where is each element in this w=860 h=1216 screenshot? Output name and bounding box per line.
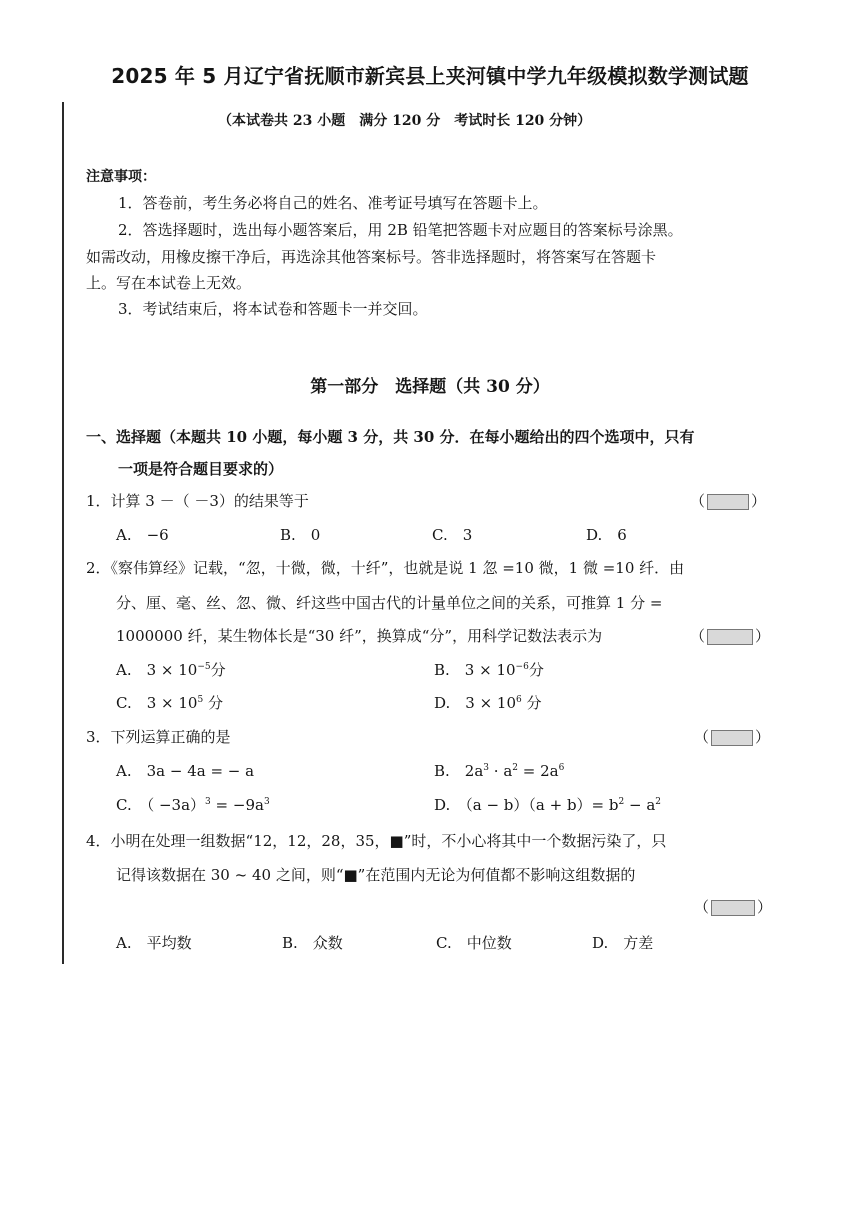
bracket-open: （ <box>690 492 706 510</box>
option-d-exp: 2 <box>618 797 625 807</box>
section-heading-line-2: 一项是符合题目要求的） <box>118 460 284 478</box>
note-2-line-2: 如需改动，用橡皮擦干净后，再选涂其他答案标号。答非选择题时，将答案写在答题卡 <box>86 248 657 266</box>
answer-box <box>711 900 755 916</box>
option-b-part: · a <box>489 762 513 780</box>
option-c-exp: 3 <box>263 797 270 807</box>
option-d-unit: 分 <box>521 694 542 712</box>
option-c-base: C. 3 × 10 <box>116 694 198 712</box>
option-d-exponent: 6 <box>516 695 522 705</box>
margin-line <box>62 102 64 964</box>
q4-option-d: D. 方差 <box>592 934 654 952</box>
q2-option-c <box>116 692 223 713</box>
option-d-part: − a <box>624 796 656 814</box>
section-heading-line-1: 一、选择题（本题共 10 小题，每小题 3 分，共 30 分．在每小题给出的四个选项中，只有 <box>86 428 695 446</box>
q3-option-a: A. 3a − 4a = − a <box>116 762 255 780</box>
q1-answer-bracket <box>690 490 766 511</box>
q1-stem: 1．计算 3 －（ －3）的结果等于 <box>86 492 309 510</box>
option-b-exp: 6 <box>558 763 565 773</box>
option-b-exp: 3 <box>483 763 490 773</box>
option-d-base: D. 3 × 10 <box>434 694 516 712</box>
option-d-part: D. （a − b）（a + b）= b <box>434 796 619 814</box>
q2-option-d <box>434 692 542 713</box>
exam-subtitle: （本试卷共 23 小题 满分 120 分 考试时长 120 分钟） <box>218 113 592 129</box>
option-c-exponent: 5 <box>197 695 204 705</box>
answer-box <box>707 494 749 510</box>
bracket-close: ） <box>755 627 771 645</box>
q2-line-1: 2．《察伟算经》记载，“忽，十微，微，十纤”，也就是说 1 忽 =10 微，1 微 =10 纤．由 <box>86 559 685 577</box>
note-2-line-1: 2．答选择题时，选出每小题答案后，用 2B 铅笔把答题卡对应题目的答案标号涂黑。 <box>118 221 683 239</box>
option-a-exponent: −5 <box>197 662 211 672</box>
q3-option-c <box>116 794 270 815</box>
bracket-close: ） <box>751 492 767 510</box>
q2-line-3: 1000000 纤，某生物体长是“30 纤”，换算成“分”，用科学记数法表示为 <box>116 627 603 645</box>
q4-option-a: A. 平均数 <box>116 934 192 952</box>
q2-option-b <box>434 659 544 680</box>
option-b-exponent: −6 <box>515 662 529 672</box>
q3-option-d <box>434 794 661 815</box>
option-a-unit: 分 <box>210 661 226 679</box>
note-2-line-3: 上。写在本试卷上无效。 <box>86 274 252 292</box>
bracket-close: ） <box>755 728 771 746</box>
bracket-open: （ <box>690 627 706 645</box>
bracket-open: （ <box>694 728 710 746</box>
q2-answer-bracket <box>690 625 770 646</box>
bracket-open: （ <box>694 898 710 916</box>
option-b-unit: 分 <box>528 661 544 679</box>
option-b-base: B. 3 × 10 <box>434 661 516 679</box>
part-heading: 第一部分 选择题（共 30 分） <box>310 377 550 397</box>
answer-box <box>711 730 753 746</box>
q4-answer-bracket <box>694 896 772 917</box>
bracket-close: ） <box>757 898 773 916</box>
option-b-exp: 2 <box>512 763 518 773</box>
exam-title: 2025 年 5 月辽宁省抚顺市新宾县上夹河镇中学九年级模拟数学测试题 <box>111 64 749 88</box>
answer-box <box>707 629 753 645</box>
q1-option-c: C. 3 <box>432 526 473 544</box>
option-c-part: C. （ −3a） <box>116 796 206 814</box>
note-3: 3．考试结束后，将本试卷和答题卡一并交回。 <box>118 300 428 318</box>
q3-stem: 3．下列运算正确的是 <box>86 728 231 746</box>
note-1: 1．答卷前，考生务必将自己的姓名、准考证号填写在答题卡上。 <box>118 194 548 212</box>
notes-heading: 注意事项： <box>86 169 156 185</box>
q2-option-a <box>116 659 226 680</box>
option-d-exp: 2 <box>655 797 662 807</box>
q3-answer-bracket <box>694 726 770 747</box>
q4-option-c: C. 中位数 <box>436 934 512 952</box>
q2-line-2: 分、厘、毫、丝、忽、微、纤这些中国古代的计量单位之间的关系，可推算 1 分 = <box>116 594 663 612</box>
q4-option-b: B. 众数 <box>282 934 343 952</box>
q1-option-b: B. 0 <box>280 526 321 544</box>
option-c-exp: 3 <box>205 797 211 807</box>
option-c-unit: 分 <box>203 694 223 712</box>
option-b-part: = 2a <box>518 762 559 780</box>
q1-option-d: D. 6 <box>586 526 627 544</box>
q3-option-b <box>434 760 564 781</box>
q4-line-1: 4．小明在处理一组数据“12，12，28，35，■”时，不小心将其中一个数据污染了，只 <box>86 832 667 850</box>
option-b-part: B. 2a <box>434 762 484 780</box>
option-c-part: = −9a <box>210 796 264 814</box>
option-a-base: A. 3 × 10 <box>116 661 198 679</box>
q1-option-a: A. −6 <box>116 526 169 544</box>
q4-line-2: 记得该数据在 30 ~ 40 之间，则“■”在范围内无论为何值都不影响这组数据的 <box>116 866 636 884</box>
